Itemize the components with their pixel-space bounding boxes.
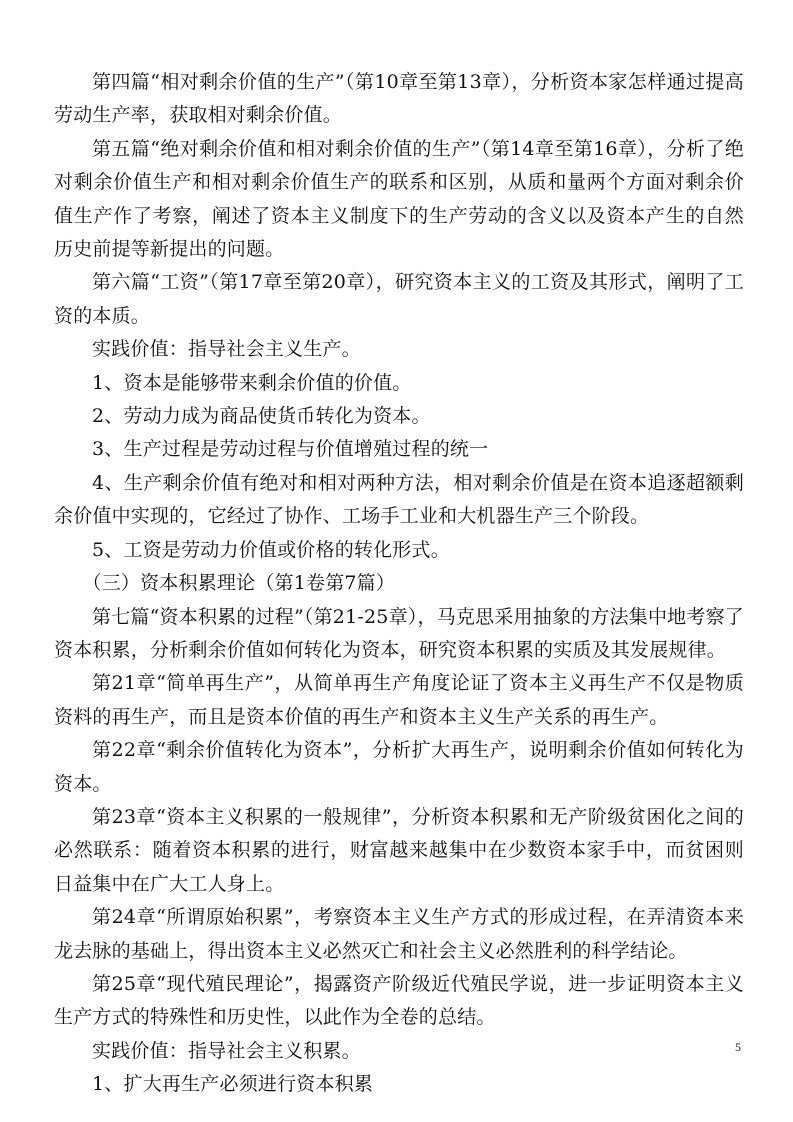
paragraph-chapter21: 第21章“简单再生产”，从简单再生产角度论证了资本主义再生产不仅是物质资料的再生产，而且是资本价值的再生产和资本主义生产关系的再生产。	[54, 672, 744, 728]
list-item: 1、扩大再生产必须进行资本积累	[92, 1073, 374, 1096]
list-item: 3、生产过程是劳动过程与价值增殖过程的统一	[92, 438, 489, 461]
list-item: 4、生产剩余价值有绝对和相对两种方法，相对剩余价值是在资本追逐超额剩余价值中实现的，它经过了协作、工场手工业和大机器生产三个阶段。	[54, 471, 744, 528]
list-item: 1、资本是能够带来剩余价值的价值。	[92, 371, 412, 394]
list-item: 5、工资是劳动力价值或价格的转化形式。	[92, 538, 450, 561]
page-number: 5	[735, 1040, 741, 1054]
paragraph-practical-value-accumulation: 实践价值：指导社会主义积累。	[92, 1039, 361, 1062]
paragraph-part4: 第四篇“相对剩余价值的生产”（第10章至第13章），分析资本家怎样通过提高劳动生产率，获取相对剩余价值。	[54, 71, 744, 127]
paragraph-chapter23: 第23章“资本主义积累的一般规律”，分析资本积累和无产阶级贫困化之间的必然联系：随着资本积累的进行，财富越来越集中在少数资本家手中，而贫困则日益集中在广大工人身上。	[54, 805, 744, 895]
section-heading-capital-accumulation: （三）资本积累理论（第1卷第7篇）	[82, 572, 396, 595]
paragraph-chapter24: 第24章“所谓原始积累”，考察资本主义生产方式的形成过程，在弄清资本来龙去脉的基础上，得出资本主义必然灭亡和社会主义必然胜利的科学结论。	[54, 906, 744, 962]
paragraph-chapter25: 第25章“现代殖民理论”，揭露资产阶级近代殖民学说，进一步证明资本主义生产方式的特殊性和历史性，以此作为全卷的总结。	[54, 972, 744, 1029]
document-body	[54, 66, 744, 1102]
paragraph-part5: 第五篇“绝对剩余价值和相对剩余价值的生产”（第14章至第16章），分析了绝对剩余价值生产和相对剩余价值生产的联系和区别，从质和量两个方面对剩余价值生产作了考察，阐述了资本主义制度下的生产劳动的含义以及资本产生的自然历史前提等新提出的问题。	[54, 137, 744, 261]
list-item: 2、劳动力成为商品使货币转化为资本。	[92, 405, 431, 428]
paragraph-part6: 第六篇“工资”（第17章至第20章），研究资本主义的工资及其形式，阐明了工资的本质。	[54, 271, 744, 327]
paragraph-part7: 第七篇“资本积累的过程”（第21-25章），马克思采用抽象的方法集中地考察了资本积累，分析剩余价值如何转化为资本，研究资本积累的实质及其发展规律。	[54, 605, 744, 661]
paragraph-chapter22: 第22章“剩余价值转化为资本”，分析扩大再生产，说明剩余价值如何转化为资本。	[54, 739, 744, 795]
paragraph-practical-value-production: 实践价值：指导社会主义生产。	[92, 338, 361, 361]
